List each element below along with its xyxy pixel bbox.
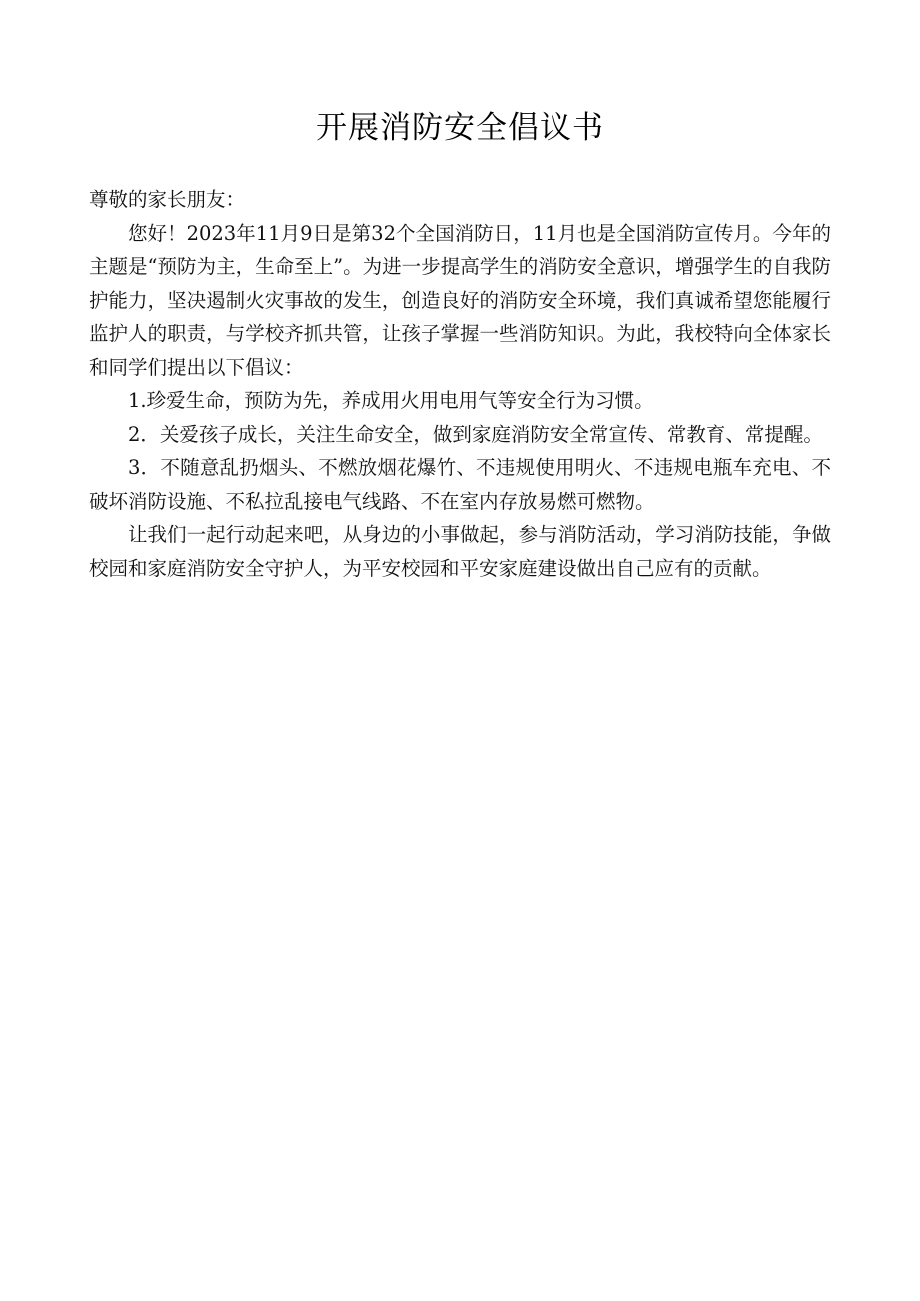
intro-paragraph: 您好！2023年11月9日是第32个全国消防日，11月也是全国消防宣传月。今年的主题是“预防为主，生命至上”。为进一步提高学生的消防安全意识，增强学生的自我防护能力，坚决遏制火灾事故的发生，创造良好的消防安全环境，我们真诚希望您能履行监护人的职责，与学校齐抓共管，让孩子掌握一些消防知识。为此，我校特向全体家长和同学们提出以下倡议： xyxy=(89,221,831,379)
salutation: 尊敬的家长朋友： xyxy=(89,188,246,211)
proposal-item-2: 2．关爱孩子成长，关注生命安全，做到家庭消防安全常宣传、常教育、常提醒。 xyxy=(128,422,823,446)
document-body xyxy=(89,183,831,585)
proposal-item-3: 3．不随意乱扔烟头、不燃放烟花爆竹、不违规使用明火、不违规电瓶车充电、不破坏消防设施、不私拉乱接电气线路、不在室内存放易燃可燃物。 xyxy=(89,456,831,513)
document-title: 开展消防安全倡议书 xyxy=(316,110,604,146)
proposal-item-1: 1.珍爱生命，预防为先，养成用火用电用气等安全行为习惯。 xyxy=(128,389,654,412)
closing-paragraph: 让我们一起行动起来吧，从身边的小事做起，参与消防活动，学习消防技能，争做校园和家庭消防安全守护人，为平安校园和平安家庭建设做出自己应有的贡献。 xyxy=(89,523,831,580)
